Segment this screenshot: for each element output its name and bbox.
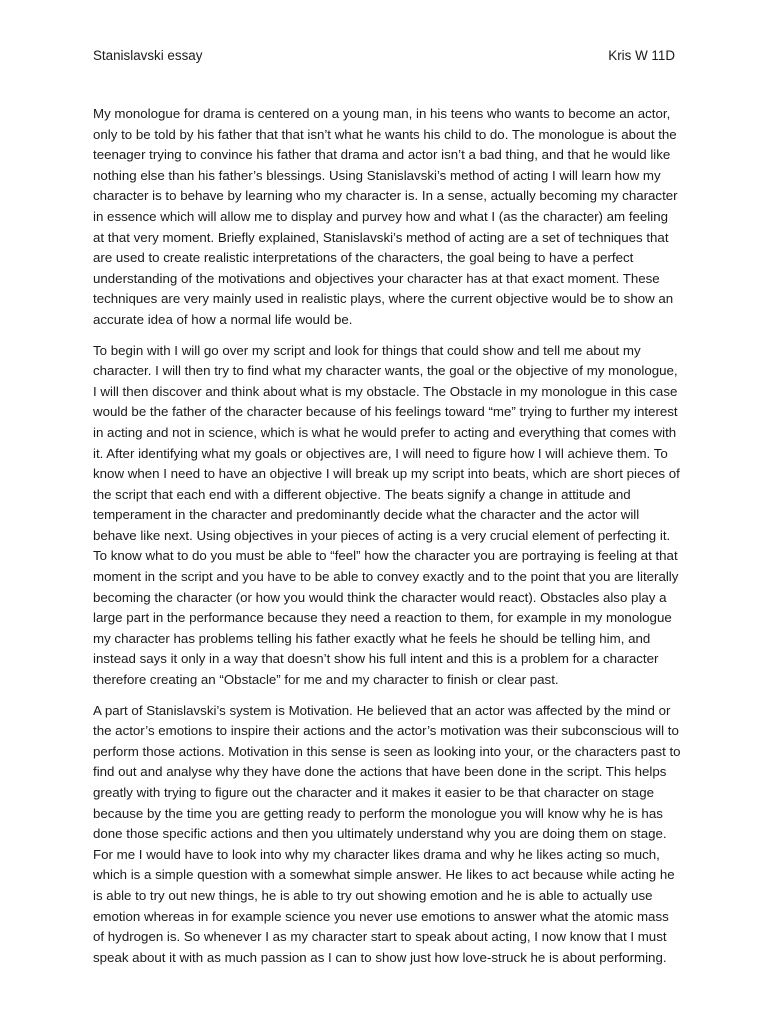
paragraph-1: My monologue for drama is centered on a young man, in his teens who wants to become an actor, only to be told by his father that that isn’t what he wants his child to do. The monologue is about the teenager trying to convince his father that drama and actor isn’t a bad thing, and that he would like nothing else than his father’s blessings. Using Stanislavski’s method of acting I will learn how my character is to behave by learning who my character is. In a sense, actually becoming my character in essence which will allow me to display and purvey how and what I (as the character) am feeling at that very moment. Briefly explained, Stanislavski’s method of acting are a set of techniques that are used to create realistic interpretations of the characters, the goal being to have a perfect understanding of the motivations and objectives your character has at that exact moment. These techniques are very mainly used in realistic plays, where the current objective would be to show an accurate idea of how a normal life would be. [93, 106, 678, 327]
author-label: Kris W 11D [608, 48, 675, 63]
essay-body [93, 104, 681, 978]
document-title: Stanislavski essay [93, 48, 203, 63]
paragraph-3: A part of Stanislavski’s system is Motivation. He believed that an actor was affected by the mind or the actor’s emotions to inspire their actions and the actor’s motivation was their subconscious will to perform those actions. Motivation in this sense is seen as looking into your, or the characters past to find out and analyse why they have done the actions that have been done in the script. This helps greatly with trying to figure out the character and it makes it easier to be that character on stage because by the time you are getting ready to perform the monologue you will know why he is has done those specific actions and then you ultimately understand why you are doing them on stage. For me I would have to look into why my character likes drama and why he likes acting so much, which is a simple question with a somewhat simple answer. He likes to act because while acting he is able to try out new things, he is able to try out showing emotion and he is able to actually use emotion whereas in for example science you never use emotions to answer what the atomic mass of hydrogen is. So whenever I as my character start to speak about acting, I now know that I must speak about it with as much passion as I can to show just how love-struck he is about performing. [93, 702, 681, 965]
paragraph-2: To begin with I will go over my script and look for things that could show and tell me about my character. I will then try to find what my character wants, the goal or the objective of my monologue, I will then discover and think about what is my obstacle. The Obstacle in my monologue in this case would be the father of the character because of his feelings toward “me” trying to further my interest in acting and not in science, which is what he would prefer to acting and everything that comes with it. After identifying what my goals or objectives are, I will need to figure how I will achieve them. To know when I need to have an objective I will break up my script into beats, which are short pieces of the script that each end with a different objective. The beats signify a change in attitude and temperament in the character and predominantly decide what the character and the actor will behave like next. Using objectives in your pieces of acting is a very crucial element of perfecting it. To know what to do you must be able to “feel” how the character you are portraying is feeling at that moment in the script and you have to be able to convey exactly and to the point that you are literally becoming the character (or how you would think the character would react). Obstacles also play a large part in the performance because they need a reaction to them, for example in my monologue my character has problems telling his father exactly what he feels he should be telling him, and instead says it only in a way that doesn’t show his full intent and this is a problem for a character therefore creating an “Obstacle” for me and my character to finish or clear past. [93, 342, 680, 688]
page-header [93, 46, 675, 66]
